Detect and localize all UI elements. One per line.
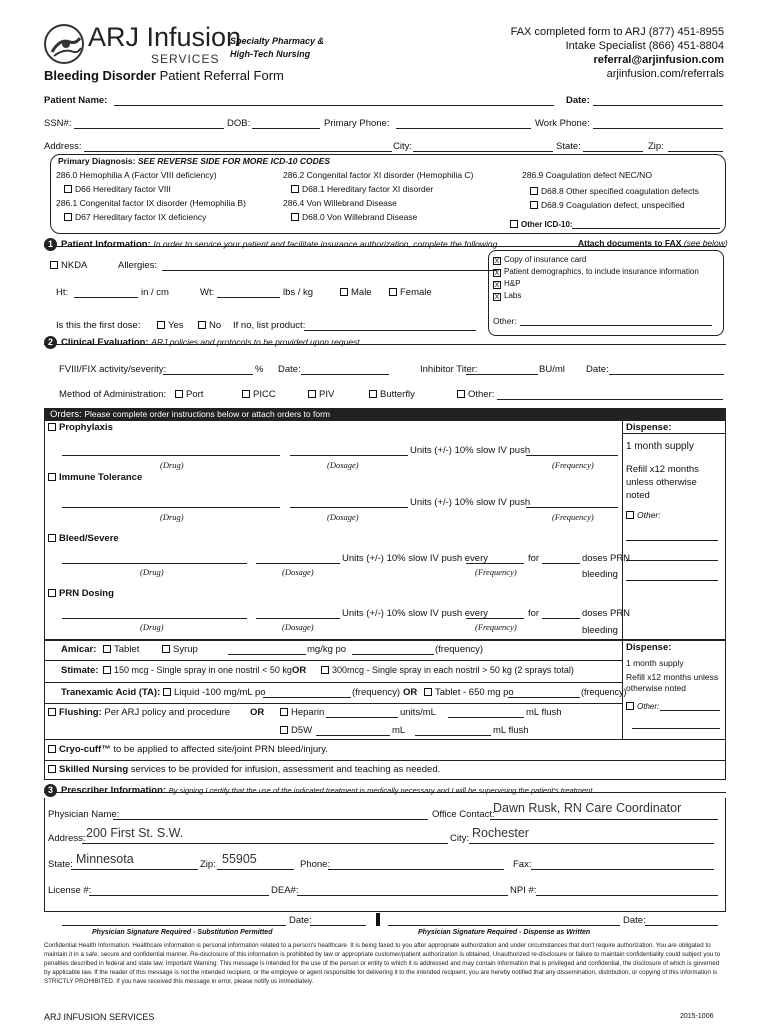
tranexamic-label: Tranexamic Acid (TA): [61, 687, 161, 698]
first-dose-label: Is this the first dose: [56, 320, 141, 331]
dx-other[interactable]: Other ICD-10: [510, 220, 573, 229]
checkbox[interactable] [48, 589, 56, 597]
confidentiality-notice: Confidential Health Information: Healthcare information is personal information related to a person's healthcare. It is being faxed to you after appropriate authorization and under circumstances that don't require authorization. You are obligated to maintain it in a safe, secure and confidential manner. Re-disclosure of this information is prohibited by law or appropriate customer/patient authorization is obtained. Unauthorized re-disclosure or failure to maintain confidentiality could subject you to penalties described in federal and state law. Important Warning: This message is intended for the use of the person or entity to which it is addressed and may contain information that is privileged and confidential, the disclosure of which is governed by applicable law. If the reader of this message is not the intended recipient, or the employee or agent responsible for delivering it to the intended recipient, you are hereby notified that any dissemination, distribution, or copying of this information is STRICTLY PROHIBITED. If you have received this message in error, please notify us immediately. [44, 942, 721, 985]
orders-one-month: 1 month supply [626, 441, 694, 452]
checkbox[interactable] [175, 390, 183, 398]
immune-frequency-field[interactable] [526, 507, 618, 508]
prn-drug-field[interactable] [62, 618, 247, 619]
dx-d66[interactable]: D66 Hereditary factor VIII [64, 184, 171, 194]
check-mark-icon[interactable]: X [494, 270, 500, 277]
checkbox[interactable] [280, 708, 288, 716]
fviii-field[interactable] [163, 374, 253, 375]
checkbox[interactable] [280, 726, 288, 734]
moa-picc[interactable]: PICC [242, 389, 276, 400]
stimate-150[interactable]: 150 mcg - Single spray in one nostril < 50 kg [103, 665, 292, 675]
signature-daw-field[interactable] [388, 925, 620, 926]
physician-name-label: Physician Name: [48, 809, 120, 820]
checkbox[interactable] [457, 390, 465, 398]
bleed-frequency-caption: (Frequency) [475, 567, 517, 577]
heparin-flush-field[interactable] [448, 717, 524, 718]
dx-hemophilia-a: 286.0 Hemophilia A (Factor VIII deficiency) [56, 170, 217, 180]
address-label: Address: [44, 141, 82, 152]
checkbox[interactable] [64, 213, 72, 221]
prescriber-state-label: State: [48, 859, 73, 870]
product-field[interactable] [304, 330, 476, 331]
prescriber-fax-field[interactable] [531, 869, 714, 870]
office-contact-value[interactable]: Dawn Rusk, RN Care Coordinator [493, 801, 682, 815]
license-field[interactable] [89, 895, 269, 896]
prn-dosing-option[interactable]: PRN Dosing [48, 588, 114, 599]
patient-name-label: Patient Name: [44, 95, 108, 106]
checkbox[interactable] [626, 511, 634, 519]
attach-docs-header: Attach documents to FAX (see below) [578, 238, 728, 248]
check-mark-icon[interactable]: X [494, 294, 500, 301]
tagline-2: High-Tech Nursing [230, 49, 311, 59]
allergies-field[interactable] [162, 270, 497, 271]
dx-hemophilia-b: 286.1 Congenital factor IX disorder (Hemophilia B) [56, 198, 246, 208]
doc-labs[interactable]: X Labs [494, 291, 522, 301]
stimate-label: Stimate: [61, 665, 99, 676]
checkbox[interactable] [530, 201, 538, 209]
checkbox[interactable] [64, 185, 72, 193]
height-field[interactable] [74, 297, 138, 298]
office-contact-label: Office Contact: [432, 809, 495, 820]
npi-label: NPI #: [510, 885, 537, 896]
d5w-flush-field[interactable] [415, 735, 491, 736]
tranexamic-or: OR [403, 687, 418, 698]
dob-field[interactable] [252, 128, 320, 129]
checkbox[interactable] [162, 645, 170, 653]
date-label: Date: [566, 95, 590, 106]
orders-refill: Refill x12 months unless otherwise noted [626, 464, 699, 501]
tagline-1: Specialty Pharmacy & [230, 36, 325, 46]
intake-line: Intake Specialist (866) 451-8804 [565, 40, 724, 52]
prescriber-state-value[interactable]: Minnesota [76, 852, 134, 866]
checkbox[interactable] [389, 288, 397, 296]
heparin-units-field[interactable] [326, 717, 398, 718]
logo [44, 24, 84, 64]
nkda-option[interactable]: NKDA [50, 260, 87, 271]
titer-label: Inhibitor Titer: [420, 364, 478, 375]
patient-name-field[interactable] [114, 105, 554, 106]
email-line[interactable]: referral@arjinfusion.com [593, 54, 724, 66]
meds-rule-1 [44, 660, 622, 661]
prn-drug-caption: (Drug) [140, 622, 164, 632]
meds-one-month: 1 month supply [626, 658, 684, 668]
prophylaxis-frequency-caption: (Frequency) [552, 460, 594, 470]
amicar-label: Amicar: [61, 644, 97, 655]
physician-name-field[interactable] [113, 819, 428, 820]
first-dose-yes[interactable]: Yes [157, 320, 184, 331]
prn-frequency-field[interactable] [466, 618, 524, 619]
address-field[interactable] [84, 151, 392, 152]
immune-dosage-field[interactable] [290, 507, 408, 508]
bleed-dosage-caption: (Dosage) [282, 567, 314, 577]
tranexamic-liquid-frequency: (frequency) [352, 687, 401, 698]
checkbox[interactable] [242, 390, 250, 398]
checkbox[interactable] [48, 765, 56, 773]
immune-tolerance-option[interactable]: Immune Tolerance [48, 472, 142, 483]
bleed-severe-option[interactable]: Bleed/Severe [48, 533, 119, 544]
checkbox[interactable] [626, 702, 634, 710]
signature-daw-date-field[interactable] [645, 925, 718, 926]
fax-line: FAX completed form to ARJ (877) 451-8955 [510, 26, 724, 38]
orders-dispense-label: Dispense: [626, 422, 672, 433]
dx-d681[interactable]: D68.1 Hereditary factor XI disorder [291, 184, 433, 194]
moa-other[interactable]: Other: [457, 389, 494, 400]
doc-other-field[interactable] [520, 325, 712, 326]
bleed-for-label: for [528, 553, 540, 564]
fviii-percent: % [255, 364, 264, 375]
signature-daw-caption: Physician Signature Required - Dispense as Written [418, 929, 591, 936]
prescriber-city-value[interactable]: Rochester [472, 826, 529, 840]
web-line[interactable]: arjinfusion.com/referrals [606, 68, 724, 80]
weight-field[interactable] [217, 297, 280, 298]
prescriber-phone-label: Phone: [300, 859, 331, 870]
checkbox[interactable] [48, 534, 56, 542]
male-option[interactable]: Male [340, 287, 372, 298]
doc-insurance-card[interactable]: X Copy of insurance card [494, 255, 587, 265]
dob-label: DOB: [227, 118, 251, 129]
brand-name: ARJ Infusion [88, 22, 242, 52]
prescriber-zip-value[interactable]: 55905 [222, 852, 257, 866]
amicar-syrup[interactable]: Syrup [162, 644, 198, 655]
prescriber-address-value[interactable]: 200 First St. S.W. [86, 826, 184, 840]
flushing-or: OR [250, 707, 265, 718]
flushing-d5w[interactable]: D5W [280, 725, 312, 736]
checkbox[interactable] [530, 187, 538, 195]
allergies-label: Allergies: [118, 260, 158, 271]
flushing-option[interactable]: Flushing: Per ARJ policy and procedure [48, 707, 230, 718]
zip-field[interactable] [668, 151, 723, 152]
prescriber-address-label: Address: [48, 833, 86, 844]
bleed-units-label: Units (+/-) 10% slow IV push every [342, 553, 488, 564]
titer-unit: BU/ml [539, 364, 565, 375]
titer-date-label: Date: [586, 364, 609, 375]
orders-other-line-1[interactable] [626, 540, 718, 541]
prophylaxis-drug-field[interactable] [62, 455, 280, 456]
checkbox[interactable] [291, 213, 299, 221]
dx-d680[interactable]: D68.0 Von Willebrand Disease [291, 212, 417, 222]
city-field[interactable] [413, 151, 553, 152]
heparin-units-ml: units/mL [400, 707, 436, 718]
doc-h-and-p[interactable]: X H&P [494, 279, 521, 289]
d5w-ml: mL [392, 725, 406, 736]
checkbox[interactable] [424, 688, 432, 696]
doc-other-label: Other: [493, 316, 517, 326]
prn-units-label: Units (+/-) 10% slow IV push every [342, 608, 488, 619]
immune-dosage-caption: (Dosage) [327, 512, 359, 522]
checkbox[interactable] [103, 645, 111, 653]
footer-company: ARJ INFUSION SERVICES [44, 1012, 155, 1022]
checkbox[interactable] [340, 288, 348, 296]
weight-unit: lbs / kg [283, 287, 314, 298]
moa-port[interactable]: Port [175, 389, 203, 400]
orders-other[interactable]: Other: [626, 510, 661, 520]
immune-drug-field[interactable] [62, 507, 280, 508]
amicar-mgkg: mg/kg po [307, 644, 347, 655]
orders-other-line-2[interactable] [626, 560, 718, 561]
prescriber-city-field[interactable] [469, 843, 714, 844]
dispense-rule [622, 433, 726, 434]
zip-label: Zip: [648, 141, 664, 152]
checkbox[interactable] [103, 666, 111, 674]
state-label: State: [556, 141, 581, 152]
prescriber-zip-field[interactable] [217, 869, 294, 870]
tranexamic-tablet-frequency: (frequency) [581, 687, 627, 697]
immune-frequency-caption: (Frequency) [552, 512, 594, 522]
prophylaxis-frequency-field[interactable] [526, 455, 618, 456]
prescriber-city-label: City: [450, 833, 469, 844]
amicar-tablet[interactable]: Tablet [103, 644, 139, 655]
dea-label: DEA#: [271, 885, 299, 896]
prescriber-state-field[interactable] [71, 869, 198, 870]
meds-dispense-label: Dispense: [626, 642, 672, 653]
checkbox[interactable] [48, 423, 56, 431]
diagnosis-header: Primary Diagnosis: SEE REVERSE SIDE FOR MORE ICD-10 CODES [58, 156, 331, 166]
check-mark-icon[interactable]: X [494, 258, 500, 265]
npi-field[interactable] [536, 895, 718, 896]
checkbox[interactable] [321, 666, 329, 674]
prn-for-label: for [528, 608, 540, 619]
brand-services: SERVICES [151, 52, 220, 66]
license-label: License #: [48, 885, 92, 896]
d5w-ml-field[interactable] [316, 735, 390, 736]
checkbox[interactable] [48, 745, 56, 753]
city-label: City: [393, 141, 412, 152]
section-2-header: 2 Clinical Evaluation: ARJ policies and protocols to be provided upon request [44, 336, 360, 349]
signature-substitution-caption: Physician Signature Required - Substitution Permitted [92, 929, 273, 936]
footer-code: 2015-1006 [680, 1013, 714, 1020]
bleed-drug-caption: (Drug) [140, 567, 164, 577]
stimate-or: OR [292, 665, 307, 676]
meds-refill: Refill x12 months unless otherwise noted [626, 672, 719, 693]
dx-von-willebrand: 286.4 Von Willebrand Disease [283, 198, 397, 208]
d5w-ml-flush: mL flush [493, 725, 529, 736]
dx-hemophilia-c: 286.2 Congenital factor XI disorder (Hemophilia C) [283, 170, 474, 180]
prophylaxis-option[interactable]: Prophylaxis [48, 422, 113, 433]
signature-divider [376, 913, 380, 926]
prescriber-phone-field[interactable] [328, 869, 504, 870]
first-dose-no[interactable]: No [198, 320, 221, 331]
checkbox[interactable] [48, 708, 56, 716]
amicar-dose-field[interactable] [228, 654, 306, 655]
prn-doses-field[interactable] [542, 618, 580, 619]
bleed-doses-prn: doses PRN [582, 553, 631, 564]
height-unit: in / cm [141, 287, 169, 298]
female-option[interactable]: Female [389, 287, 432, 298]
contact-block [511, 25, 724, 81]
meds-rule-3 [44, 703, 622, 704]
orders-dispense-col [622, 420, 726, 640]
checkbox[interactable] [157, 321, 165, 329]
signature-daw-date-label: Date: [623, 915, 646, 926]
checkbox[interactable] [291, 185, 299, 193]
dx-d67[interactable]: D67 Hereditary factor IX deficiency [64, 212, 206, 222]
ssn-field[interactable] [74, 128, 224, 129]
fviii-date-label: Date: [278, 364, 301, 375]
prophylaxis-drug-caption: (Drug) [160, 460, 184, 470]
bleed-drug-field[interactable] [62, 563, 247, 564]
prn-doses-prn: doses PRN [582, 608, 631, 619]
checkbox[interactable] [198, 321, 206, 329]
bleed-frequency-field[interactable] [466, 563, 524, 564]
prn-dosage-caption: (Dosage) [282, 622, 314, 632]
titer-field[interactable] [466, 374, 538, 375]
signature-substitution-date-label: Date: [289, 915, 312, 926]
prn-dosage-field[interactable] [256, 618, 340, 619]
checkbox[interactable] [308, 390, 316, 398]
dea-field[interactable] [297, 895, 508, 896]
weight-label: Wt: [200, 287, 215, 298]
signature-substitution-field[interactable] [62, 925, 286, 926]
tranexamic-liquid-field[interactable] [263, 697, 351, 698]
tranexamic-tablet-field[interactable] [508, 697, 580, 698]
checkbox[interactable] [510, 220, 518, 228]
checkbox[interactable] [48, 473, 56, 481]
stimate-300[interactable]: 300mcg - Single spray in each nostril > 50 kg (2 sprays total) [321, 665, 574, 675]
checkbox[interactable] [50, 261, 58, 269]
amicar-frequency: (frequency) [435, 644, 484, 655]
orders-bar: Orders: Please complete order instructions below or attach orders to form [44, 408, 726, 420]
signature-substitution-date-field[interactable] [310, 925, 366, 926]
meds-rule-2 [44, 682, 622, 683]
date-field[interactable] [593, 105, 723, 106]
dx-other-field[interactable] [572, 228, 720, 229]
amicar-frequency-field[interactable] [352, 654, 434, 655]
meds-other[interactable]: Other: [626, 702, 659, 711]
doc-demographics[interactable]: X Patient demographics, to include insurance information [494, 267, 699, 277]
cryo-cuff-option[interactable]: Cryo-cuff™ to be applied to affected site/joint PRN bleed/injury. [48, 744, 328, 755]
immune-units-label: Units (+/-) 10% slow IV push [410, 497, 531, 508]
height-label: Ht: [56, 287, 69, 298]
checkbox[interactable] [369, 390, 377, 398]
primary-phone-field[interactable] [396, 128, 531, 129]
titer-date-field[interactable] [609, 374, 724, 375]
moa-label: Method of Administration: [59, 389, 167, 400]
prn-bleeding: bleeding [582, 625, 618, 636]
meds-other-line-2[interactable] [632, 728, 720, 729]
dx-d688[interactable]: D68.8 Other specified coagulation defects [530, 186, 699, 196]
bleed-dosage-field[interactable] [256, 563, 340, 564]
moa-butterfly[interactable]: Butterfly [369, 389, 415, 400]
tranexamic-tablet[interactable]: Tablet - 650 mg po [424, 687, 514, 698]
fviii-date-field[interactable] [301, 374, 389, 375]
checkbox[interactable] [163, 688, 171, 696]
meds-other-line-1[interactable] [660, 710, 720, 711]
bleed-doses-field[interactable] [542, 563, 580, 564]
section-1-header: 1 Patient Information: In order to service your patient and facilitate insurance authorization, complete the following. [44, 238, 500, 251]
state-field[interactable] [583, 151, 643, 152]
flushing-heparin[interactable]: Heparin [280, 707, 324, 718]
immune-drug-caption: (Drug) [160, 512, 184, 522]
office-contact-field[interactable] [490, 819, 718, 820]
prophylaxis-units-label: Units (+/-) 10% slow IV push [410, 445, 531, 456]
dx-d689[interactable]: D68.9 Coagulation defect, unspecified [530, 200, 685, 210]
work-phone-label: Work Phone: [535, 118, 590, 129]
prescriber-zip-label: Zip: [200, 859, 216, 870]
section-3-header: 3 Prescriber Information: By signing I certify that the use of the indicated treatment is medically necessary and I will be supervising the patient's treatment. [44, 784, 595, 797]
fviii-label: FVIII/FIX activity/severity: [59, 364, 167, 375]
prescriber-address-field[interactable] [82, 843, 448, 844]
prophylaxis-dosage-caption: (Dosage) [327, 460, 359, 470]
prescriber-fax-label: Fax: [513, 859, 532, 870]
moa-piv[interactable]: PIV [308, 389, 334, 400]
orders-other-line-3[interactable] [626, 580, 718, 581]
dx-coag-defect: 286.9 Coagulation defect NEC/NO [522, 170, 652, 180]
work-phone-field[interactable] [593, 128, 723, 129]
primary-phone-label: Primary Phone: [324, 118, 390, 129]
if-no-label: If no, list product: [233, 320, 306, 331]
form-title: Bleeding Disorder Patient Referral Form [44, 68, 284, 83]
check-mark-icon[interactable]: X [494, 282, 500, 289]
ssn-label: SSN#: [44, 118, 72, 129]
moa-other-field[interactable] [497, 399, 723, 400]
prn-frequency-caption: (Frequency) [475, 622, 517, 632]
skilled-nursing-option[interactable]: Skilled Nursing services to be provided for infusion, assessment and teaching as needed. [48, 764, 440, 775]
prophylaxis-dosage-field[interactable] [290, 455, 408, 456]
tranexamic-liquid[interactable]: Liquid -100 mg/mL po [163, 687, 266, 698]
heparin-ml-flush: mL flush [526, 707, 562, 718]
bleed-bleeding: bleeding [582, 569, 618, 580]
